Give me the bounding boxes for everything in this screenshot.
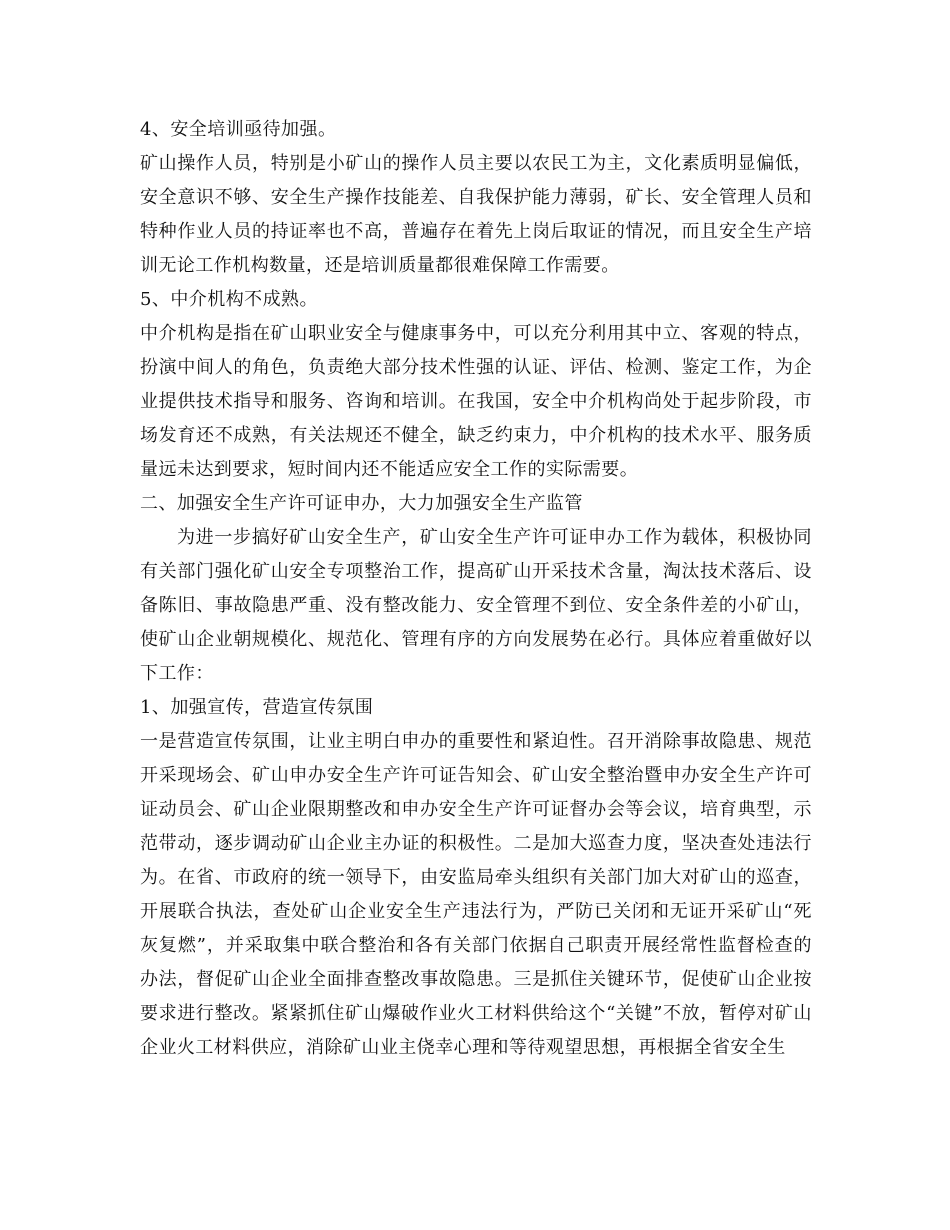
document-body bbox=[140, 113, 812, 1065]
paragraph-intermediary: 中介机构是指在矿山职业安全与健康事务中，可以充分利用其中立、客观的特点，扮演中间人的角色，负责绝大部分技术性强的认证、评估、检测、鉴定工作，为企业提供技术指导和服务、咨询和培训。在我国，安全中介机构尚处于起步阶段，市场发育还不成熟，有关法规还不健全，缺乏约束力，中介机构的技术水平、服务质量远未达到要求，短时间内还不能适应安全工作的实际需要。 bbox=[140, 323, 812, 480]
section-heading-training: 4、安全培训亟待加强。 bbox=[140, 119, 337, 140]
section-heading-licensing: 二、加强安全生产许可证申办，大力加强安全生产监管 bbox=[140, 493, 583, 514]
paragraph-publicity: 一是营造宣传氛围，让业主明白申办的重要性和紧迫性。召开消除事故隐患、规范开采现场会、矿山申办安全生产许可证告知会、矿山安全整治暨申办安全生产许可证动员会、矿山企业限期整改和申办安全生产许可证督办会等会议，培育典型，示范带动，逐步调动矿山企业主办证的积极性。二是加大巡查力度，坚决查处违法行为。在省、市政府的统一领导下，由安监局牵头组织有关部门加大对矿山的巡查，开展联合执法，查处矿山企业安全生产违法行为，严防已关闭和无证开采矿山“死灰复燃”，并采取集中联合整治和各有关部门依据自己职责开展经常性监督检查的办法，督促矿山企业全面排查整改事故隐患。三是抓住关键环节，促使矿山企业按要求进行整改。紧紧抓住矿山爆破作业火工材料供给这个“关键”不放，暂停对矿山企业火工材料供应，消除矿山业主侥幸心理和等待观望思想，再根据全省安全生 bbox=[140, 731, 812, 1058]
section-heading-publicity: 1、加强宣传，营造宣传氛围 bbox=[140, 697, 374, 718]
paragraph-training: 矿山操作人员，特别是小矿山的操作人员主要以农民工为主，文化素质明显偏低，安全意识不够、安全生产操作技能差、自我保护能力薄弱，矿长、安全管理人员和特种作业人员的持证率也不高，普遍存在着先上岗后取证的情况，而且安全生产培训无论工作机构数量，还是培训质量都很难保障工作需要。 bbox=[140, 153, 812, 276]
paragraph-licensing: 为进一步搞好矿山安全生产，矿山安全生产许可证申办工作为载体，积极协同有关部门强化矿山安全专项整治工作，提高矿山开采技术含量，淘汰技术落后、设备陈旧、事故隐患严重、没有整改能力、安全管理不到位、安全条件差的小矿山，使矿山企业朝规模化、规范化、管理有序的方向发展势在必行。具体应着重做好以下工作： bbox=[140, 527, 812, 684]
section-heading-intermediary: 5、中介机构不成熟。 bbox=[140, 289, 318, 310]
